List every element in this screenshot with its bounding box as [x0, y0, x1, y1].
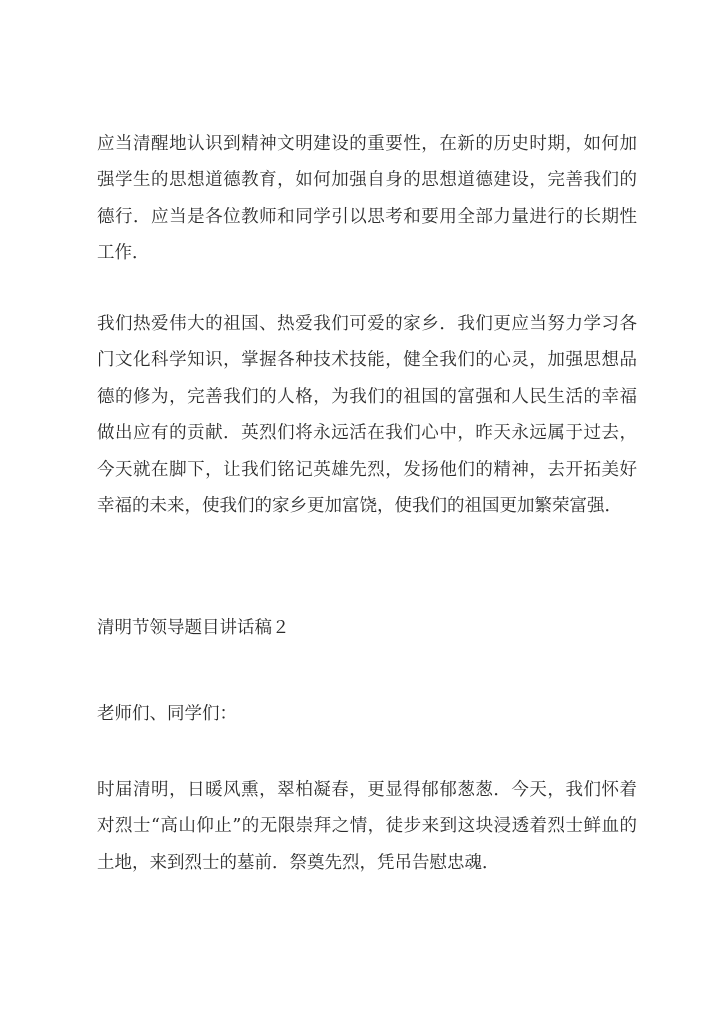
paragraph-spiritual-civilization: 应当清醒地认识到精神文明建设的重要性，在新的历史时期，如何加强学生的思想道德教育，如何加强自身的思想道德建设，完善我们的德行．应当是各位教师和同学引以思考和要用全部力量进行的长期性工作． [97, 134, 637, 264]
paragraph-qingming-opening: 时届清明，日暖风熏，翠柏凝春，更显得郁郁葱葱．今天，我们怀着对烈士“高山仰止”的无限崇拜之情，徒步来到这块浸透着烈士鲜血的土地，来到烈士的墓前．祭奠先烈，凭吊告慰忠魂． [97, 780, 637, 873]
section-heading: 清明节领导题目讲话稿２ [97, 618, 290, 638]
paragraph-love-motherland: 我们热爱伟大的祖国、热爱我们可爱的家乡．我们更应当努力学习各门文化科学知识，掌握各种技术技能，健全我们的心灵，加强思想品德的修为，完善我们的人格，为我们的祖国的富强和人民生活的幸福做出应有的贡献．英烈们将永远活在我们心中，昨天永远属于过去，今天就在脚下，让我们铭记英雄先烈，发扬他们的精神，去开拓美好幸福的未来，使我们的家乡更加富饶，使我们的祖国更加繁荣富强． [97, 314, 637, 517]
salutation: 老师们、同学们： [97, 704, 237, 724]
